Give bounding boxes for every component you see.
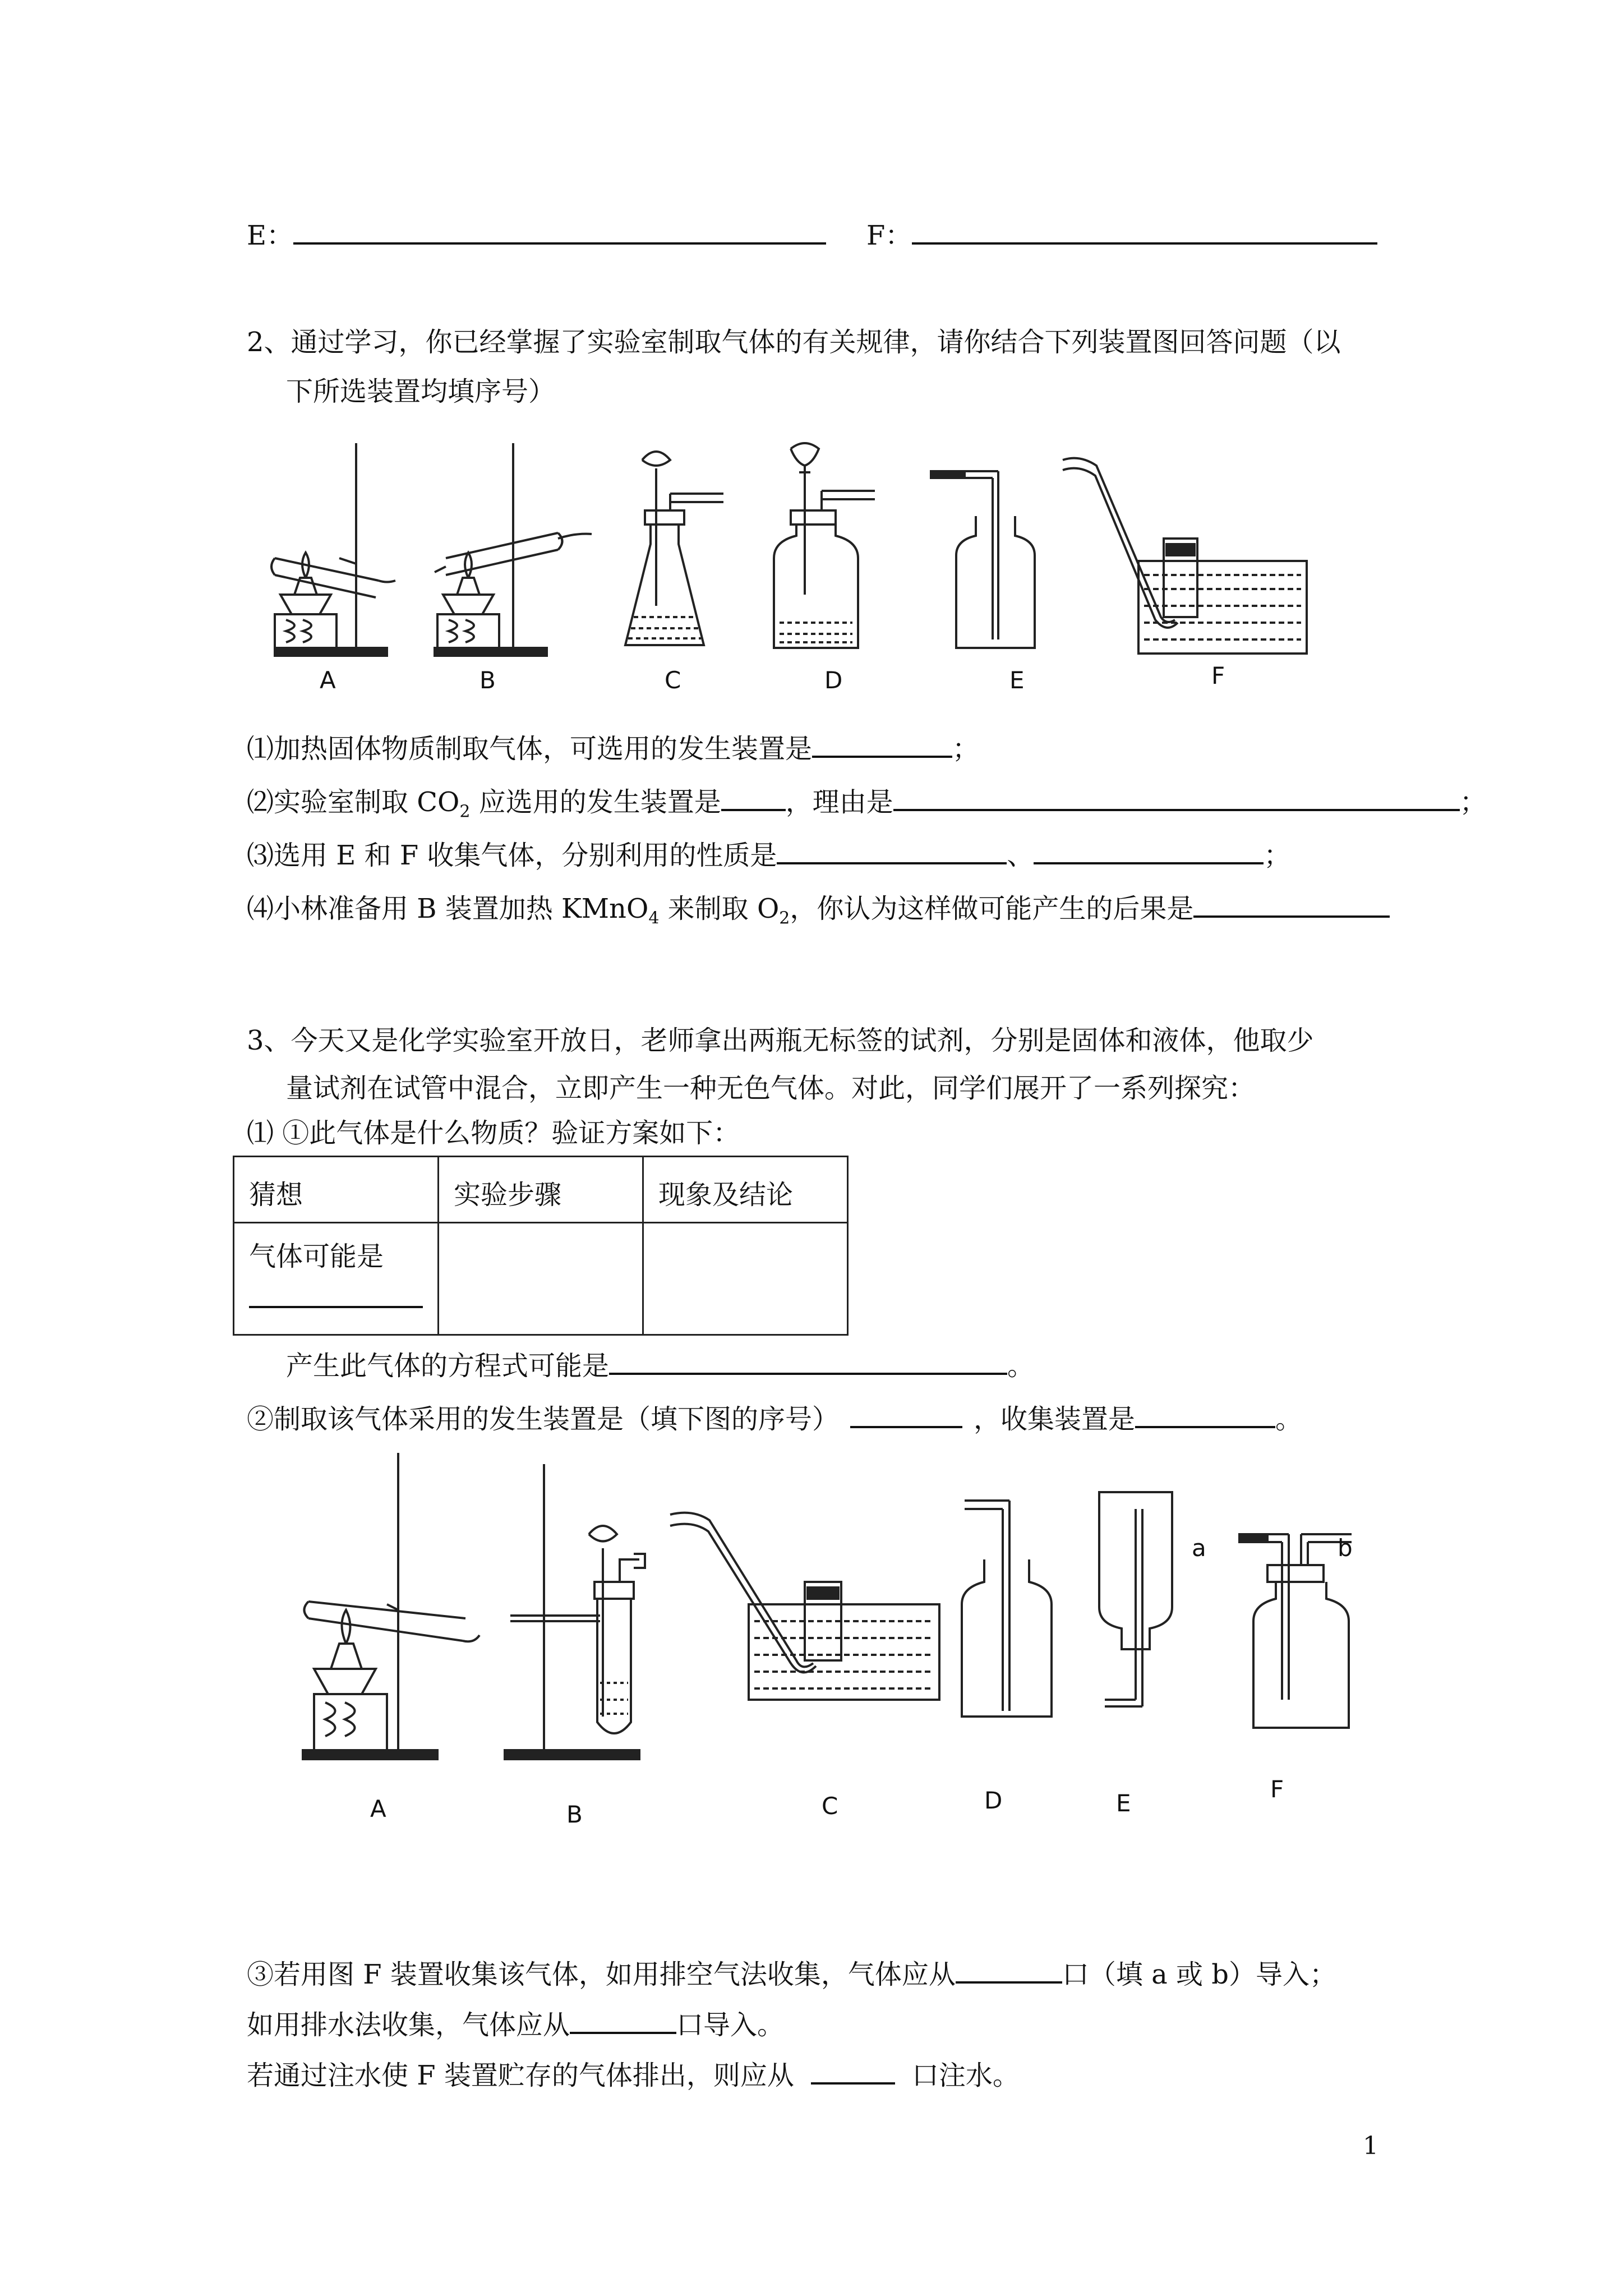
q2-s3-sep: 、 [1007, 840, 1034, 871]
q2-s4-sub2: 2 [779, 908, 790, 928]
q3-s2 [247, 1402, 1302, 1436]
q2-s1-blank[interactable] [812, 733, 952, 758]
q3-s2-end: 。 [1275, 1404, 1303, 1435]
q2-s3-text: ⑶选用 E 和 F 收集气体，分别利用的性质是 [247, 840, 777, 871]
q3-equation-end: 。 [1007, 1350, 1035, 1382]
q3-equation [286, 1349, 1034, 1383]
q2-label-e: E [1009, 666, 1025, 694]
prev-e-line [247, 219, 826, 252]
q3-s3-line1 [247, 1958, 1336, 1991]
q2-apparatus-d [774, 443, 875, 648]
q3-table-header-result: 现象及结论 [643, 1157, 848, 1223]
q3-apparatus-a [303, 1453, 479, 1759]
q3-label-e: E [1116, 1789, 1131, 1817]
q3-s3-text5: 若通过注水使 F 装置贮存的气体排出，则应从 [247, 2060, 794, 2091]
q3-table-guess-text: 气体可能是 [249, 1241, 384, 1272]
q3-port-a: a [1192, 1534, 1206, 1562]
q2-apparatus-a [271, 443, 395, 656]
q2-intro-line1: 2、通过学习，你已经掌握了实验室制取气体的有关规律，请你结合下列装置图回答问题（以 [247, 326, 1341, 358]
prev-f-line [866, 219, 1377, 252]
q2-s4-text2: 来制取 O [659, 893, 780, 924]
q2-label-b: B [479, 666, 496, 694]
q2-s3-end: ； [1264, 840, 1291, 871]
q3-table-guess-blank[interactable] [249, 1283, 423, 1308]
q3-label-a: A [370, 1795, 386, 1823]
q3-label-d: D [984, 1787, 1003, 1814]
q2-s3-blank2[interactable] [1034, 840, 1264, 864]
q3-s2-blank-generator[interactable] [850, 1404, 962, 1428]
q2-s2-sub: 2 [459, 802, 471, 822]
q3-s3-line2 [247, 2008, 784, 2042]
q2-s2-text3: ，理由是 [785, 786, 893, 818]
q3-intro-line2: 量试剂在试管中混合，立即产生一种无色气体。对此，同学们展开了一系列探究： [286, 1073, 1256, 1104]
q2-s4-text3: ，你认为这样做可能产生的后果是 [790, 893, 1194, 924]
q3-apparatus-c [670, 1513, 939, 1700]
q2-label-f: F [1211, 662, 1225, 689]
q2-s2-blank-reason[interactable] [893, 786, 1460, 811]
q2-s4 [247, 892, 1390, 936]
q3-s3-line3 [247, 2059, 1020, 2092]
q3-table-cell-result[interactable] [643, 1223, 848, 1335]
q2-s2-text2: 应选用的发生装置是 [470, 786, 721, 818]
q3-table-header-steps: 实验步骤 [439, 1157, 643, 1223]
q2-s1-end: ； [952, 733, 980, 765]
q2-apparatus-e [931, 471, 1035, 648]
q2-s2 [247, 785, 1487, 829]
q2-apparatus-f [1063, 458, 1307, 654]
q2-s4-blank[interactable] [1193, 893, 1390, 918]
q3-s3-text1: ③若用图 F 装置收集该气体，如用排空气法收集，气体应从 [247, 1959, 956, 1990]
q3-s2-mid: ，收集装置是 [974, 1404, 1136, 1435]
q2-intro-line2: 下所选装置均填序号） [286, 376, 556, 407]
q3-equation-blank[interactable] [609, 1350, 1007, 1375]
q2-s4-text1: ⑷小林准备用 B 装置加热 KMnO [247, 893, 649, 924]
q3-table-cell-guess [234, 1223, 439, 1335]
q2-s2-blank-device[interactable] [721, 786, 786, 811]
prev-f-label: F： [866, 220, 912, 251]
q3-apparatus-f [1239, 1534, 1352, 1728]
q2-label-d: D [824, 666, 843, 694]
q3-label-c: C [822, 1792, 838, 1820]
prev-f-blank[interactable] [912, 220, 1377, 245]
q3-apparatus-d [962, 1501, 1052, 1717]
q3-table-header-guess: 猜想 [234, 1157, 439, 1223]
q2-s4-sub1: 4 [648, 908, 660, 928]
q3-label-f: F [1270, 1775, 1284, 1803]
q3-s3-blank-water[interactable] [570, 2009, 676, 2034]
q3-s2-text: ②制取该气体采用的发生装置是（填下图的序号） [247, 1404, 840, 1435]
q2-s1 [247, 732, 979, 766]
q2-label-a: A [320, 666, 336, 694]
q3-s3-text4: 口导入。 [676, 2009, 785, 2041]
q2-s1-text: ⑴加热固体物质制取气体，可选用的发生装置是 [247, 733, 813, 765]
q3-s3-text6: 口注水。 [911, 2060, 1020, 2091]
q3-label-b: B [566, 1801, 583, 1828]
prev-e-blank[interactable] [293, 220, 826, 245]
prev-e-label: E： [247, 220, 294, 251]
q2-apparatus-figure [264, 438, 1329, 718]
q3-s2-blank-collector[interactable] [1135, 1404, 1275, 1428]
q2-s3 [247, 839, 1290, 872]
q3-port-b: b [1338, 1534, 1353, 1562]
q3-table [233, 1156, 849, 1336]
q3-apparatus-e [1099, 1492, 1172, 1706]
q2-s3-blank1[interactable] [777, 840, 1007, 864]
q2-apparatus-c [625, 452, 723, 645]
q3-s3-text3: 如用排水法收集，气体应从 [247, 2009, 570, 2041]
page-number: 1 [1363, 2132, 1378, 2160]
q2-apparatus-b [435, 443, 592, 656]
q3-equation-text: 产生此气体的方程式可能是 [286, 1350, 610, 1382]
q3-s3-blank-air[interactable] [956, 1959, 1062, 1984]
q3-s1: ⑴ ①此气体是什么物质？验证方案如下： [247, 1117, 740, 1149]
q3-s3-blank-inject[interactable] [811, 2060, 895, 2085]
q3-s3-text2: 口（填 a 或 b）导入； [1062, 1959, 1336, 1990]
q3-intro-line1: 3、今天又是化学实验室开放日，老师拿出两瓶无标签的试剂，分别是固体和液体，他取少 [247, 1025, 1314, 1056]
q2-s2-text1: ⑵实验室制取 CO [247, 786, 460, 818]
q2-label-c: C [665, 666, 681, 694]
q3-apparatus-b [505, 1464, 645, 1759]
q2-s2-end: ； [1459, 786, 1487, 818]
q3-apparatus-figure [292, 1447, 1413, 1784]
q3-table-cell-steps[interactable] [439, 1223, 643, 1335]
